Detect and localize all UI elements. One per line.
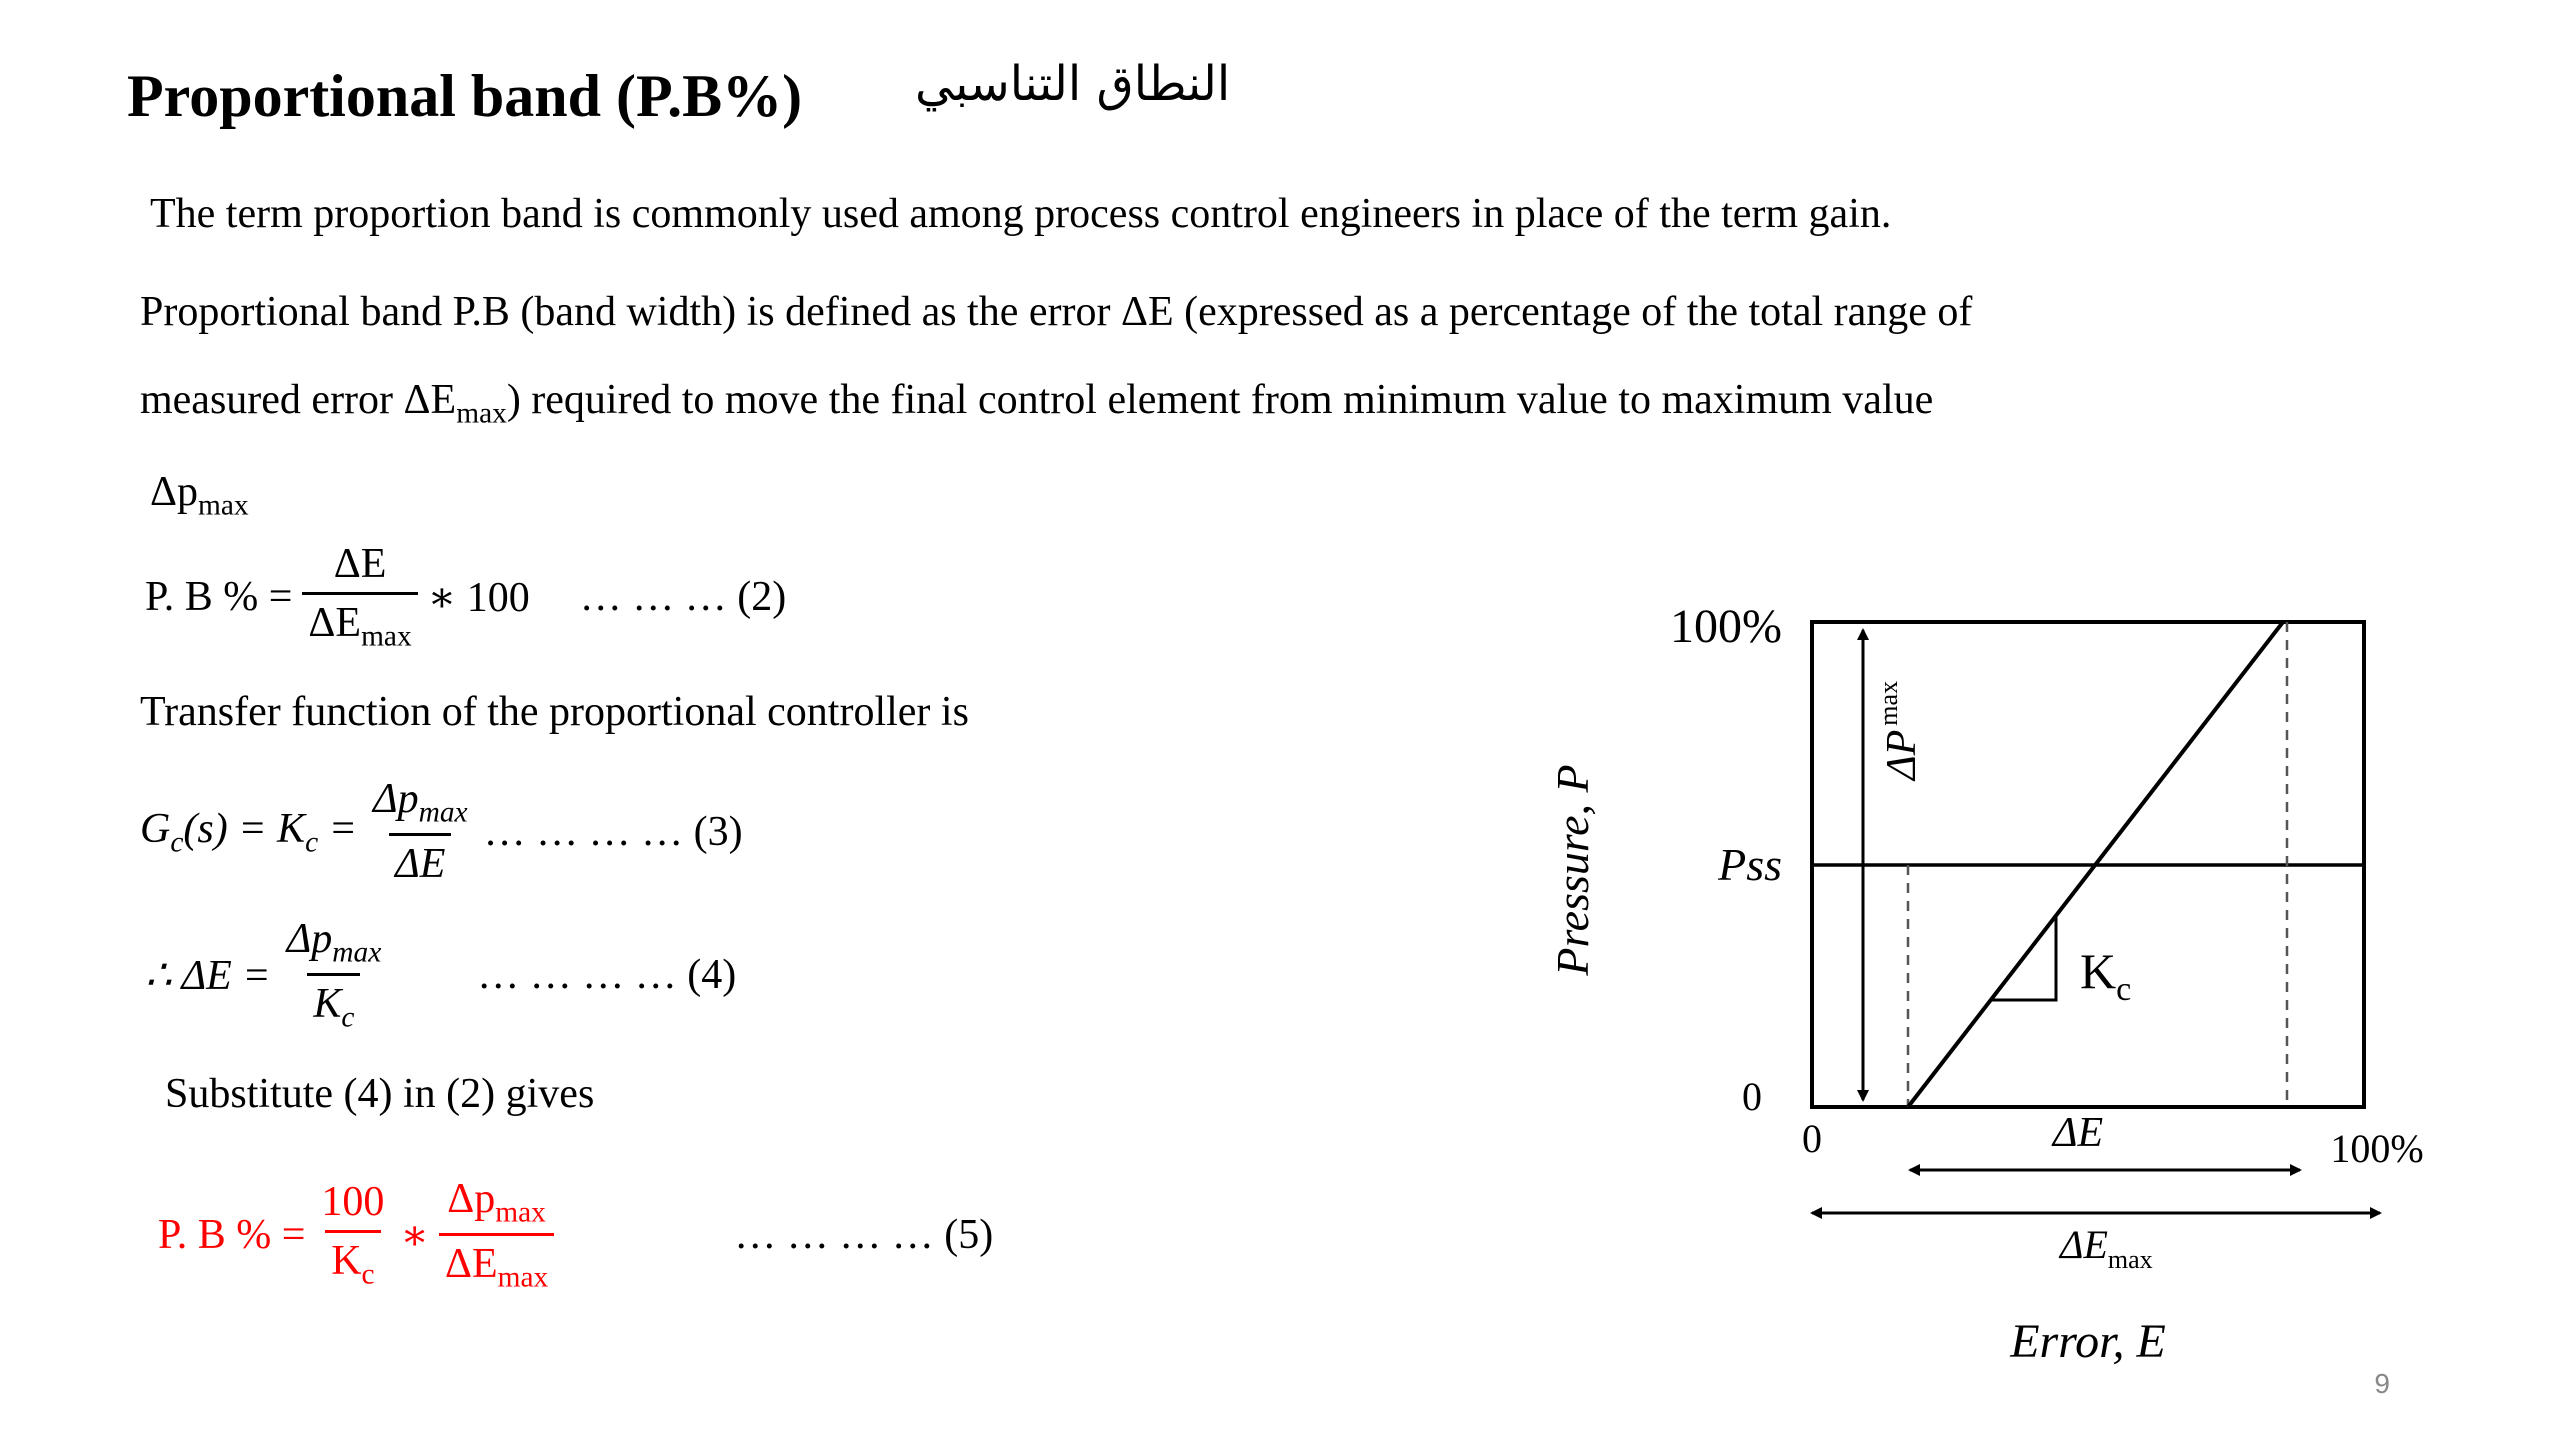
eq3-k: (s) = K [183, 805, 306, 852]
eq5-num2-sub: max [495, 1196, 546, 1229]
eq2-den-text: ΔE [308, 600, 362, 646]
eq5-numerator-2 [441, 1175, 552, 1233]
y-pss-label: Pss [1718, 839, 1782, 890]
kc-label [2080, 943, 2131, 1008]
eq3-g-sub: c [170, 825, 184, 858]
eq2-numerator: ΔE [333, 541, 387, 587]
x-right-label: 100% [2330, 1126, 2424, 1171]
eq5-fraction-2 [439, 1175, 554, 1295]
eq5-fraction-1 [315, 1178, 390, 1291]
eq3-ref: … … … … (3) [483, 808, 743, 855]
eq2-denominator [302, 592, 417, 653]
eq2-lhs: P. B % = [145, 573, 293, 620]
eq4-num-sub: max [332, 936, 382, 969]
definition-line-2-sub: max [456, 397, 507, 430]
eq4-numerator [281, 915, 388, 973]
delta-emax-label [2058, 1222, 2153, 1274]
delta-e-label: ΔE [2052, 1110, 2104, 1156]
x-axis-title: Error, E [2010, 1315, 2166, 1368]
eq4-den-text: K [313, 981, 342, 1028]
eq5-denominator-2 [439, 1233, 554, 1294]
page-number: 9 [2374, 1368, 2390, 1399]
delta-pmax-sub: max [1874, 680, 1903, 726]
page-title: Proportional band (P.B%) [127, 63, 803, 129]
equation-4 [145, 915, 736, 1035]
definition-line-1: Proportional band P.B (band width) is defined as the error ΔE (expressed as a percentage of the total range of [140, 289, 1973, 335]
eq2-den-sub: max [361, 620, 412, 653]
eq3-denominator: ΔE [389, 833, 451, 888]
eq3-numerator [367, 775, 474, 833]
eq3-fraction [367, 775, 474, 888]
eq5-den1-text: K [331, 1238, 362, 1285]
eq4-lhs: ∴ ΔE = [145, 952, 271, 999]
eq5-ref: … … … … (5) [734, 1211, 994, 1258]
eq5-numerator-1: 100 [321, 1179, 385, 1226]
kc-sub: c [2116, 971, 2132, 1008]
definition-line-3 [150, 468, 249, 522]
delta-pmax-main: ΔP [1879, 729, 1925, 780]
delta-pmax-label [1874, 681, 1925, 782]
definition-line-2 [140, 376, 1933, 430]
definition-line-3-text: Δp [150, 469, 199, 515]
eq4-ref: … … … … (4) [477, 951, 737, 998]
eq5-denominator-1 [325, 1230, 380, 1291]
y-top-label: 100% [1670, 600, 1782, 653]
eq5-num2-text: Δp [447, 1176, 496, 1222]
eq2-ref: … … … (2) [579, 573, 787, 620]
kc-main: K [2080, 943, 2117, 999]
eq5-den1-sub: c [361, 1258, 375, 1291]
eq5-den2-sub: max [497, 1261, 549, 1294]
definition-line-2-text-b: ) required to move the final control element from minimum value to maximum value [506, 377, 1934, 423]
eq5-times: ∗ [400, 1212, 429, 1259]
eq2-rhs: ∗ 100 [427, 574, 530, 621]
eq4-fraction [281, 915, 388, 1035]
y-axis-title: Pressure, P [1547, 764, 1598, 976]
eq3-lhs [140, 805, 357, 859]
eq3-num-sub: max [418, 796, 468, 829]
eq5-den2-text: ΔE [444, 1241, 498, 1288]
eq4-den-sub: c [341, 1001, 355, 1034]
eq3-k-sub: c [305, 825, 319, 858]
substitute-text: Substitute (4) in (2) gives [165, 1071, 595, 1117]
eq4-denominator [307, 973, 360, 1034]
delta-emax-sub: max [2107, 1245, 2153, 1274]
transfer-function-text: Transfer function of the proportional controller is [140, 689, 969, 735]
eq3-num-text: Δp [372, 776, 419, 822]
intro-paragraph: The term proportion band is commonly used among process control engineers in place of the term gain. [150, 191, 1892, 237]
proportional-band-diagram [1500, 560, 2460, 1380]
eq5-lhs: P. B % = [158, 1211, 306, 1258]
eq2-fraction [302, 540, 417, 653]
equation-5 [158, 1175, 993, 1295]
eq3-equals: = [318, 805, 357, 852]
page-title-arabic: النطاق التناسبي [915, 56, 1231, 112]
delta-emax-main: ΔE [2060, 1222, 2108, 1267]
y-zero-label: 0 [1742, 1074, 1762, 1119]
delta-pmax-text [1874, 681, 1925, 782]
equation-3 [140, 775, 743, 888]
x-zero-label: 0 [1802, 1116, 1822, 1161]
definition-line-3-sub: max [198, 489, 249, 522]
eq4-num-text: Δp [286, 916, 333, 962]
definition-line-2-text-a: measured error ΔE [140, 377, 457, 423]
equation-2 [145, 540, 786, 653]
eq3-g: G [140, 805, 171, 852]
